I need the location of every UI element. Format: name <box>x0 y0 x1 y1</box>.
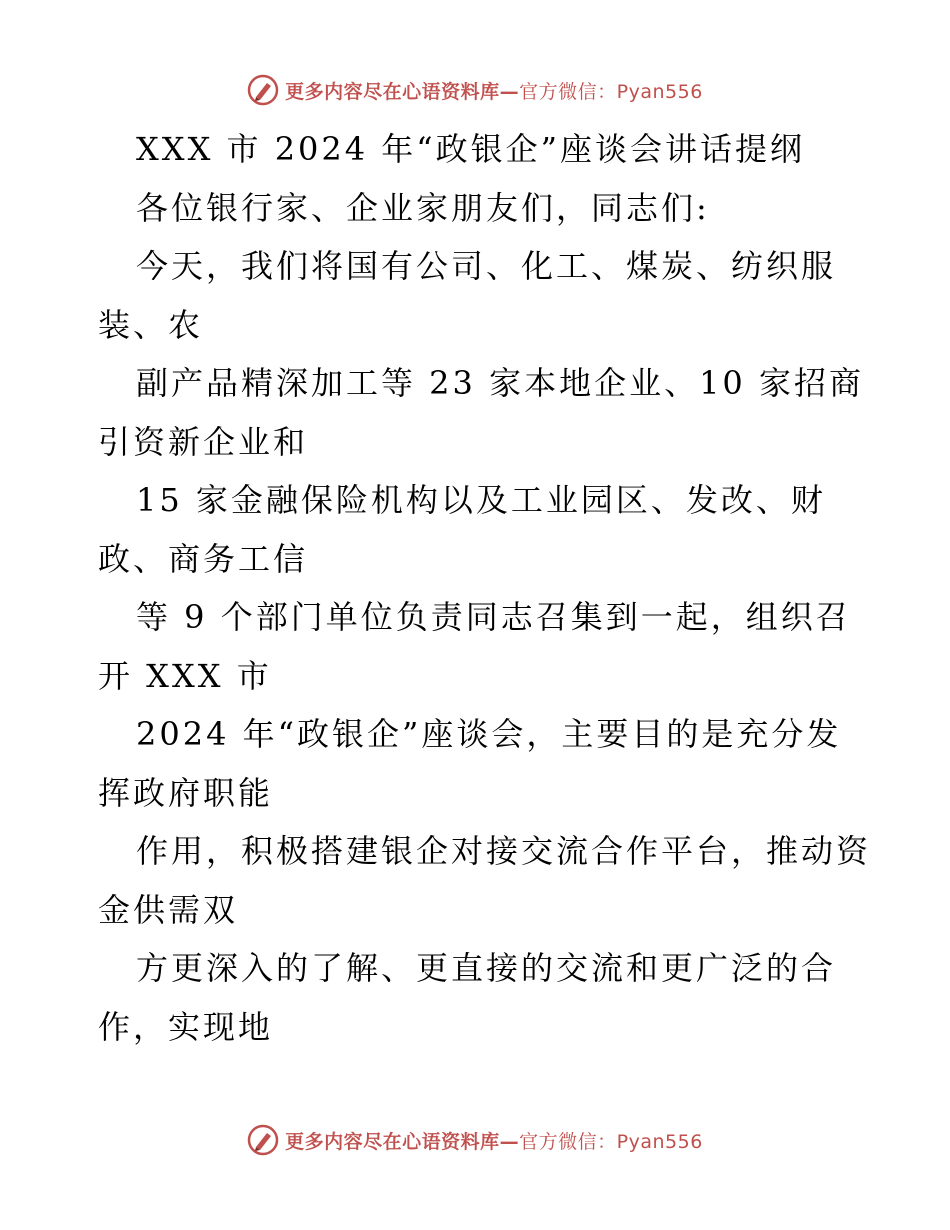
document-line: 15 家金融保险机构以及工业园区、发改、财 <box>136 481 826 519</box>
banner-text: 更多内容尽在心语资料库— <box>285 1130 520 1153</box>
document-line: 引资新企业和 <box>98 422 309 461</box>
document-line: 方更深入的了解、更直接的交流和更广泛的合 <box>136 949 837 987</box>
pen-logo-icon <box>247 74 279 106</box>
document-line: 2024 年“政银企”座谈会，主要目的是充分发 <box>136 715 842 753</box>
banner-content <box>247 1124 703 1156</box>
banner-label <box>285 1127 703 1154</box>
document-line: XXX 市 2024 年“政银企”座谈会讲话提纲 <box>136 130 806 168</box>
banner-text: 更多内容尽在心语资料库— <box>285 80 520 103</box>
header-banner <box>0 70 950 110</box>
banner-wechat: 官方微信：Pyan556 <box>519 80 703 103</box>
document-line: 开 XXX 市 <box>98 656 272 695</box>
document-line: 副产品精深加工等 23 家本地企业、10 家招商 <box>136 364 864 402</box>
document-line: 等 9 个部门单位负责同志召集到一起，组织召 <box>136 598 851 636</box>
document-line: 政、商务工信 <box>98 539 309 578</box>
pen-logo-icon <box>247 1124 279 1156</box>
banner-label <box>285 77 703 104</box>
banner-wechat: 官方微信：Pyan556 <box>519 1130 703 1153</box>
document-line: 作，实现地 <box>98 1007 274 1046</box>
document-line: 挥政府职能 <box>98 773 274 812</box>
banner-content <box>247 74 703 106</box>
document-body <box>98 120 872 1056</box>
document-line: 今天，我们将国有公司、化工、煤炭、纺织服 <box>136 247 837 285</box>
document-line: 装、农 <box>98 305 204 344</box>
document-line: 作用，积极搭建银企对接交流合作平台，推动资 <box>136 832 872 870</box>
document-line: 各位银行家、企业家朋友们，同志们: <box>136 188 710 227</box>
document-line: 金供需双 <box>98 890 239 929</box>
footer-banner <box>0 1120 950 1160</box>
